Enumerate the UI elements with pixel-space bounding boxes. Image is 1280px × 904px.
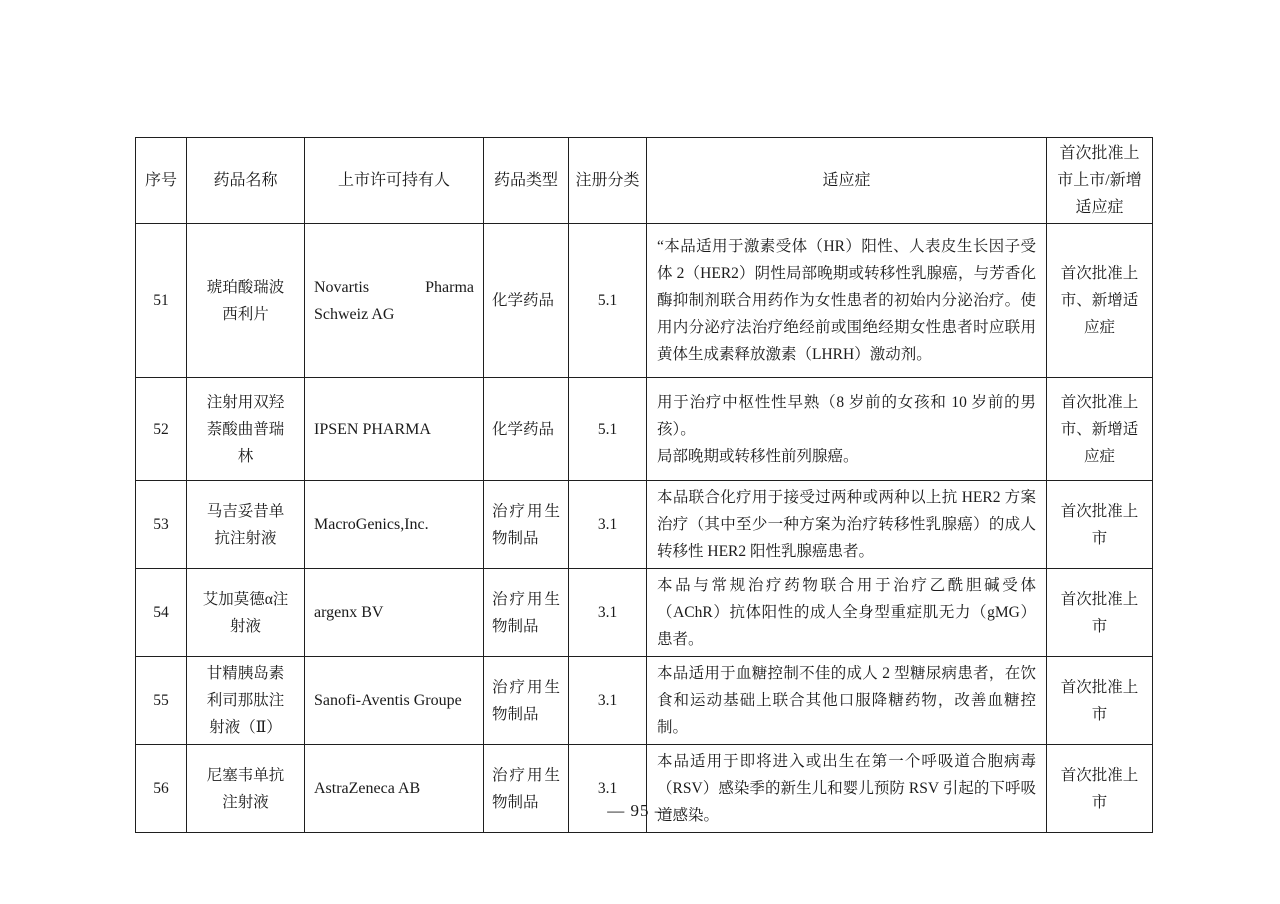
license-holder-cell: argenx BV (305, 569, 484, 657)
license-holder-cell: MacroGenics,Inc. (305, 481, 484, 569)
indication-paragraph: 局部晚期或转移性前列腺癌。 (657, 447, 859, 465)
header-approval-status: 首次批准上市上市/新增适应症 (1047, 138, 1153, 224)
header-drug-type: 药品类型 (484, 138, 569, 224)
indication-cell (647, 378, 1047, 481)
header-serial-number: 序号 (136, 138, 187, 224)
indication-paragraph: “本品适用于激素受体（HR）阳性、人表皮生长因子受体 2（HER2）阴性局部晚期或转移性乳腺癌，与芳香化酶抑制剂联合用药作为女性患者的初始内分泌治疗。使用内分泌疗法治疗绝经前或围绝经期女性患者时应联用黄体生成素释放激素（LHRH）激动剂。 (657, 238, 1036, 363)
serial-number-cell: 54 (136, 569, 187, 657)
indication-paragraph: 本品联合化疗用于接受过两种或两种以上抗 HER2 方案治疗（其中至少一种方案为治疗转移性乳腺癌）的成人转移性 HER2 阳性乳腺癌患者。 (657, 489, 1036, 560)
approval-status-cell: 首次批准上市、新增适应症 (1047, 224, 1153, 378)
approval-status-cell: 首次批准上市、新增适应症 (1047, 378, 1153, 481)
header-indication: 适应症 (647, 138, 1047, 224)
indication-cell (647, 224, 1047, 378)
header-drug-name: 药品名称 (187, 138, 305, 224)
drug-approval-table (135, 137, 1153, 833)
license-holder-cell: IPSEN PHARMA (305, 378, 484, 481)
indication-paragraph: 本品与常规治疗药物联合用于治疗乙酰胆碱受体（AChR）抗体阳性的成人全身型重症肌无力（gMG）患者。 (657, 577, 1036, 648)
table-row (136, 657, 1153, 745)
approval-status-cell: 首次批准上市 (1047, 745, 1153, 833)
registration-category-cell: 3.1 (569, 657, 647, 745)
approval-status-cell: 首次批准上市 (1047, 481, 1153, 569)
serial-number-cell: 55 (136, 657, 187, 745)
indication-cell (647, 569, 1047, 657)
drug-type-cell: 化学药品 (484, 224, 569, 378)
drug-type-cell: 治疗用生物制品 (484, 657, 569, 745)
table-body (136, 224, 1153, 833)
registration-category-cell: 3.1 (569, 569, 647, 657)
table-header (136, 138, 1153, 224)
serial-number-cell: 53 (136, 481, 187, 569)
license-holder-cell: AstraZeneca AB (305, 745, 484, 833)
drug-name-cell: 马吉妥昔单抗注射液 (187, 481, 305, 569)
approval-status-cell: 首次批准上市 (1047, 657, 1153, 745)
drug-name-cell: 注射用双羟萘酸曲普瑞林 (187, 378, 305, 481)
drug-name-cell: 琥珀酸瑞波西利片 (187, 224, 305, 378)
indication-cell (647, 481, 1047, 569)
registration-category-cell: 3.1 (569, 481, 647, 569)
drug-name-cell: 尼塞韦单抗注射液 (187, 745, 305, 833)
indication-paragraph: 本品适用于血糖控制不佳的成人 2 型糖尿病患者，在饮食和运动基础上联合其他口服降糖药物，改善血糖控制。 (657, 665, 1036, 736)
header-row (136, 138, 1153, 224)
registration-category-cell: 3.1 (569, 745, 647, 833)
indication-cell (647, 657, 1047, 745)
approval-status-cell: 首次批准上市 (1047, 569, 1153, 657)
drug-name-cell: 甘精胰岛素利司那肽注射液（Ⅱ） (187, 657, 305, 745)
drug-type-cell: 治疗用生物制品 (484, 569, 569, 657)
indication-paragraph: 本品适用于即将进入或出生在第一个呼吸道合胞病毒（RSV）感染季的新生儿和婴儿预防 RSV 引起的下呼吸道感染。 (657, 753, 1036, 824)
drug-type-cell: 化学药品 (484, 378, 569, 481)
license-holder-cell: Sanofi-Aventis Groupe (305, 657, 484, 745)
page-number: — 95 — (607, 801, 673, 820)
serial-number-cell: 56 (136, 745, 187, 833)
header-license-holder: 上市许可持有人 (305, 138, 484, 224)
table-row (136, 569, 1153, 657)
serial-number-cell: 52 (136, 378, 187, 481)
table-row (136, 224, 1153, 378)
indication-paragraph: 用于治疗中枢性性早熟（8 岁前的女孩和 10 岁前的男孩）。 (657, 393, 1036, 438)
license-holder-cell: Novartis Pharma Schweiz AG (305, 224, 484, 378)
registration-category-cell: 5.1 (569, 378, 647, 481)
drug-type-cell: 治疗用生物制品 (484, 745, 569, 833)
header-registration-category: 注册分类 (569, 138, 647, 224)
registration-category-cell: 5.1 (569, 224, 647, 378)
table-row (136, 378, 1153, 481)
drug-name-cell: 艾加莫德α注射液 (187, 569, 305, 657)
table-row (136, 481, 1153, 569)
serial-number-cell: 51 (136, 224, 187, 378)
drug-type-cell: 治疗用生物制品 (484, 481, 569, 569)
